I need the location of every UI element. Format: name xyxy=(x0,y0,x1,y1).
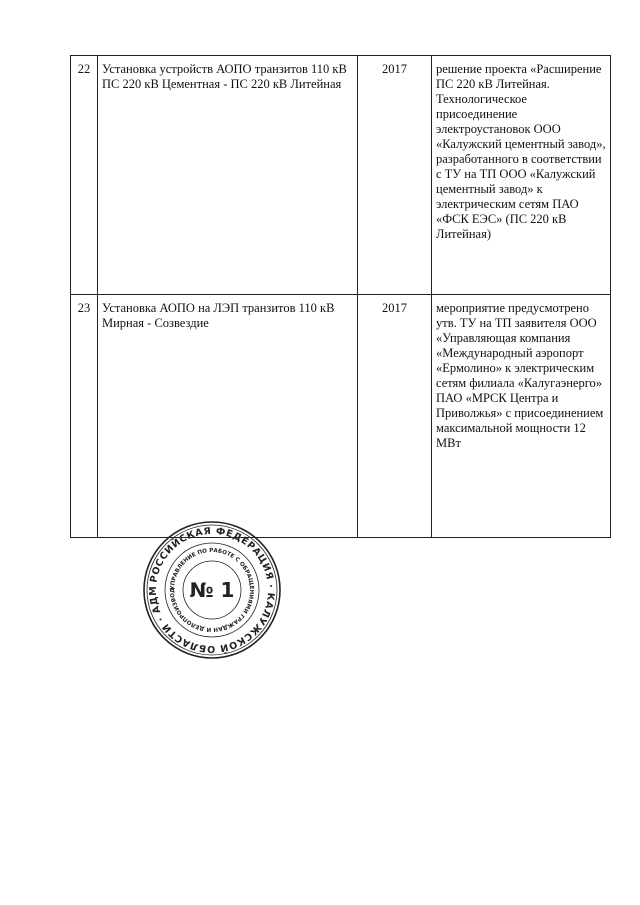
measure-name: Установка устройств АОПО транзитов 110 кВ ПС 220 кВ Цементная - ПС 220 кВ Литейная xyxy=(98,56,358,295)
measure-name: Установка АОПО на ЛЭП транзитов 110 кВ Мирная - Созвездие xyxy=(98,295,358,538)
measure-year: 2017 xyxy=(358,295,432,538)
row-number: 22 xyxy=(71,56,98,295)
table-row xyxy=(71,295,611,538)
measures-table xyxy=(70,55,611,538)
row-number: 23 xyxy=(71,295,98,538)
seal-outer-text: РОССИЙСКАЯ ФЕДЕРАЦИЯ · КАЛУЖСКОЙ ОБЛАСТИ · АДМ xyxy=(147,525,277,655)
seal-inner-text: УПРАВЛЕНИЕ ПО РАБОТЕ С ОБРАЩЕНИЯМИ ГРАЖДАН И ДЕЛОПРОИЗВОД xyxy=(169,547,255,633)
table-row xyxy=(71,56,611,295)
measure-basis: мероприятие предусмотрено утв. ТУ на ТП заявителя ООО «Управляющая компания «Международный аэропорт «Ермолино» к электрическим сетям филиала «Калугаэнерго» ПАО «МРСК Центра и Приволжья» с присоединением максимальной мощности 12 МВт xyxy=(432,295,611,538)
seal-graphic xyxy=(142,520,282,660)
document-table-container xyxy=(70,55,611,538)
measure-year: 2017 xyxy=(358,56,432,295)
measure-basis: решение проекта «Расширение ПС 220 кВ Литейная. Технологическое присоединение электроустановок ООО «Калужский цементный завод», разработанного в соответствии с ТУ на ТП ООО «Калужский цементный завод» к электрическим сетям ПАО «ФСК ЕЭС» (ПС 220 кВ Литейная) xyxy=(432,56,611,295)
seal-number: № 1 xyxy=(189,578,235,602)
official-seal xyxy=(142,520,282,660)
